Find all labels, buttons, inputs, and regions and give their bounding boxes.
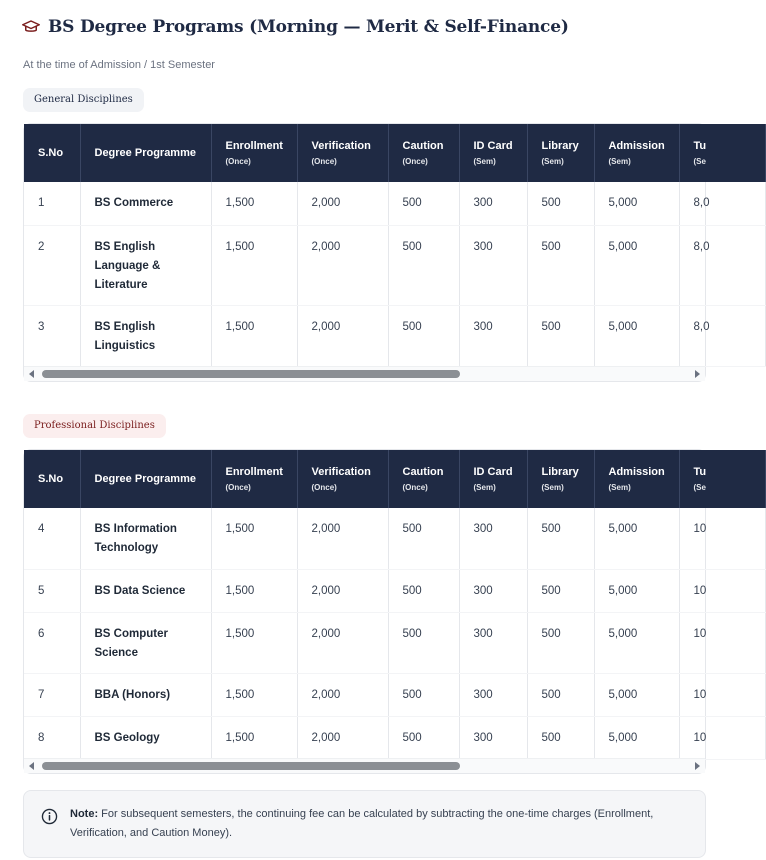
column-header-label: Degree Programme — [94, 147, 196, 159]
column-header — [594, 450, 679, 508]
professional-fee-table-container — [23, 449, 706, 774]
cell-caution: 500 — [388, 612, 459, 673]
scroll-right-arrow-icon[interactable] — [695, 370, 700, 378]
column-header-sub: (Once) — [225, 483, 251, 492]
table-row — [24, 508, 765, 569]
column-header — [80, 124, 211, 182]
page-header — [22, 17, 569, 37]
cell-tuition: 10 — [679, 612, 765, 673]
cell-tuition: 8,0 — [679, 225, 765, 305]
cell-library: 500 — [527, 673, 594, 716]
cell-admission: 5,000 — [594, 225, 679, 305]
column-header-sub: (Sem) — [541, 157, 564, 166]
cell-library: 500 — [527, 305, 594, 366]
cell-caution: 500 — [388, 182, 459, 225]
cell-tuition: 10 — [679, 569, 765, 612]
cell-enrollment: 1,500 — [211, 182, 297, 225]
cell-enrollment: 1,500 — [211, 612, 297, 673]
table-row — [24, 716, 765, 759]
column-header — [388, 450, 459, 508]
column-header-sub: (Se — [693, 483, 706, 492]
column-header-label: Tu — [693, 466, 707, 478]
column-header-sub: (Sem) — [473, 483, 496, 492]
column-header-label: Library — [541, 466, 579, 478]
professional-fee-table — [24, 450, 766, 760]
column-header — [459, 124, 527, 182]
cell-admission: 5,000 — [594, 612, 679, 673]
cell-sno: 7 — [24, 673, 80, 716]
cell-library: 500 — [527, 182, 594, 225]
cell-verification: 2,000 — [297, 508, 388, 569]
cell-caution: 500 — [388, 569, 459, 612]
cell-id-card: 300 — [459, 182, 527, 225]
column-header-label: Degree Programme — [94, 473, 196, 485]
graduation-cap-icon — [22, 18, 40, 36]
column-header-label: Caution — [402, 140, 444, 152]
column-header-sub: (Sem) — [541, 483, 564, 492]
column-header-label: S.No — [38, 473, 64, 485]
cell-sno: 3 — [24, 305, 80, 366]
cell-caution: 500 — [388, 225, 459, 305]
cell-program: BS Commerce — [80, 182, 211, 225]
table-body — [24, 508, 765, 759]
general-fee-table — [24, 124, 766, 367]
scroll-left-arrow-icon[interactable] — [29, 762, 34, 770]
column-header — [388, 124, 459, 182]
scrollbar-thumb[interactable] — [42, 370, 460, 378]
general-disciplines-tag: General Disciplines — [23, 88, 144, 112]
cell-enrollment: 1,500 — [211, 305, 297, 366]
cell-sno: 6 — [24, 612, 80, 673]
cell-program: BBA (Honors) — [80, 673, 211, 716]
cell-admission: 5,000 — [594, 569, 679, 612]
table-row — [24, 673, 765, 716]
column-header — [679, 450, 765, 508]
scrollbar-thumb[interactable] — [42, 762, 460, 770]
cell-admission: 5,000 — [594, 305, 679, 366]
column-header-sub: (Se — [693, 157, 706, 166]
column-header — [24, 450, 80, 508]
column-header — [297, 450, 388, 508]
table-header-row — [24, 124, 765, 182]
cell-sno: 8 — [24, 716, 80, 759]
cell-sno: 1 — [24, 182, 80, 225]
cell-id-card: 300 — [459, 569, 527, 612]
column-header-label: Verification — [311, 466, 371, 478]
cell-sno: 4 — [24, 508, 80, 569]
column-header — [459, 450, 527, 508]
cell-caution: 500 — [388, 508, 459, 569]
cell-id-card: 300 — [459, 508, 527, 569]
cell-enrollment: 1,500 — [211, 569, 297, 612]
column-header-sub: (Once) — [225, 157, 251, 166]
note-box — [23, 790, 706, 858]
column-header-sub: (Once) — [311, 483, 337, 492]
column-header — [594, 124, 679, 182]
table-row — [24, 225, 765, 305]
column-header-sub: (Once) — [402, 483, 428, 492]
column-header-label: ID Card — [473, 466, 513, 478]
cell-admission: 5,000 — [594, 182, 679, 225]
column-header — [211, 450, 297, 508]
cell-tuition: 10 — [679, 508, 765, 569]
cell-enrollment: 1,500 — [211, 508, 297, 569]
table-body — [24, 182, 765, 366]
column-header-label: Admission — [608, 466, 665, 478]
cell-library: 500 — [527, 716, 594, 759]
horizontal-scrollbar[interactable] — [24, 366, 705, 381]
cell-admission: 5,000 — [594, 673, 679, 716]
cell-admission: 5,000 — [594, 508, 679, 569]
cell-library: 500 — [527, 569, 594, 612]
cell-verification: 2,000 — [297, 673, 388, 716]
scroll-right-arrow-icon[interactable] — [695, 762, 700, 770]
cell-caution: 500 — [388, 673, 459, 716]
page-subtitle: At the time of Admission / 1st Semester — [23, 59, 215, 71]
table-row — [24, 305, 765, 366]
table-header-row — [24, 450, 765, 508]
note-text: For subsequent semesters, the continuing fee can be calculated by subtracting the one-time charges (Enrollment, Verification, and Caution Money). — [70, 808, 654, 839]
cell-id-card: 300 — [459, 716, 527, 759]
cell-tuition: 8,0 — [679, 182, 765, 225]
cell-library: 500 — [527, 612, 594, 673]
column-header-sub: (Once) — [311, 157, 337, 166]
scroll-left-arrow-icon[interactable] — [29, 370, 34, 378]
cell-verification: 2,000 — [297, 612, 388, 673]
table-row — [24, 612, 765, 673]
cell-id-card: 300 — [459, 305, 527, 366]
cell-sno: 2 — [24, 225, 80, 305]
column-header-label: Verification — [311, 140, 371, 152]
column-header-sub: (Sem) — [608, 483, 631, 492]
cell-enrollment: 1,500 — [211, 673, 297, 716]
general-fee-table-container — [23, 123, 710, 382]
cell-enrollment: 1,500 — [211, 716, 297, 759]
page-title: BS Degree Programs (Morning — Merit & Self-Finance) — [48, 17, 569, 37]
cell-program: BS Computer Science — [80, 612, 211, 673]
cell-library: 500 — [527, 225, 594, 305]
note-label: Note: — [70, 808, 99, 820]
column-header-label: ID Card — [473, 140, 513, 152]
cell-program: BS Geology — [80, 716, 211, 759]
cell-verification: 2,000 — [297, 569, 388, 612]
cell-verification: 2,000 — [297, 716, 388, 759]
table-row — [24, 182, 765, 225]
table-row — [24, 569, 765, 612]
cell-program: BS English Language & Literature — [80, 225, 211, 305]
cell-admission: 5,000 — [594, 716, 679, 759]
column-header — [297, 124, 388, 182]
column-header — [80, 450, 211, 508]
horizontal-scrollbar[interactable] — [24, 758, 705, 773]
cell-verification: 2,000 — [297, 305, 388, 366]
column-header — [679, 124, 765, 182]
cell-verification: 2,000 — [297, 182, 388, 225]
cell-sno: 5 — [24, 569, 80, 612]
cell-enrollment: 1,500 — [211, 225, 297, 305]
cell-program: BS Data Science — [80, 569, 211, 612]
column-header-label: Tu — [693, 140, 707, 152]
column-header-label: Library — [541, 140, 579, 152]
column-header-sub: (Sem) — [608, 157, 631, 166]
column-header-sub: (Sem) — [473, 157, 496, 166]
column-header — [211, 124, 297, 182]
cell-caution: 500 — [388, 716, 459, 759]
column-header — [24, 124, 80, 182]
cell-tuition: 8,0 — [679, 305, 765, 366]
column-header — [527, 124, 594, 182]
column-header-label: Enrollment — [225, 140, 283, 152]
cell-tuition: 10 — [679, 716, 765, 759]
column-header-sub: (Once) — [402, 157, 428, 166]
cell-verification: 2,000 — [297, 225, 388, 305]
column-header-label: S.No — [38, 147, 64, 159]
cell-tuition: 10 — [679, 673, 765, 716]
column-header-label: Admission — [608, 140, 665, 152]
cell-id-card: 300 — [459, 673, 527, 716]
cell-id-card: 300 — [459, 612, 527, 673]
cell-id-card: 300 — [459, 225, 527, 305]
cell-library: 500 — [527, 508, 594, 569]
column-header-label: Caution — [402, 466, 444, 478]
column-header-label: Enrollment — [225, 466, 283, 478]
column-header — [527, 450, 594, 508]
info-icon — [41, 808, 58, 825]
cell-program: BS Information Technology — [80, 508, 211, 569]
professional-disciplines-tag: Professional Disciplines — [23, 414, 166, 438]
cell-program: BS English Linguistics — [80, 305, 211, 366]
cell-caution: 500 — [388, 305, 459, 366]
